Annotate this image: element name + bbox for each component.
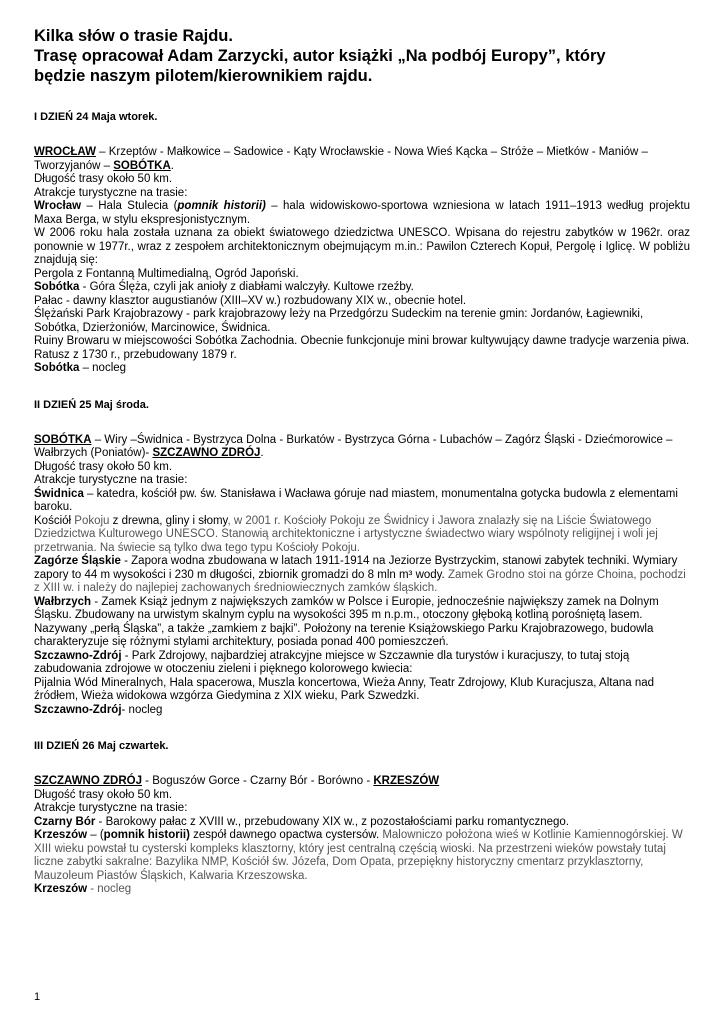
day3-route-end: KRZESZÓW (373, 775, 440, 787)
document-title (34, 26, 690, 86)
day1-townhall: Ratusz z 1730 r., przebudowany 1879 r. (34, 348, 237, 361)
day2-attractions-label: Atrakcje turystyczne na trasie: (34, 474, 188, 486)
day2-szczawno: Szczawno-Zdrój - Park Zdrojowy, najbardziej atrakcyjne miejsce w Szczawnie dla turystów i kuracjuszy, to tutaj stoją zabudowania zdrojowe w otoczeniu zieleni i pięknego kolorowego kwiecia: (34, 649, 630, 675)
day2-walbrzych: Wałbrzych - Zamek Książ jednym z największych zamków w Polsce i Europie, jednocześnie największy zamek na Dolnym Śląsku. Zbudowany na urwistym skalnym cyplu na wysokości 395 m n.p.m., otoczony głęboką kotliną porośniętą lasem. Nazywany „perłą Śląska”, a także „zamkiem z bajki”. Położony na terenie Książowskiego Parku Krajobrazowego, budowla charakteryzuje się różnymi stylami architektury, posiada ponad 400 pomieszczeń. (34, 595, 659, 648)
day3-attractions-label: Atrakcje turystyczne na trasie: (34, 802, 188, 814)
day2-swidnica: Świdnica – katedra, kościół pw. św. Stanisława i Wacława góruje nad miastem, monumentalna gotycka budowla z elementami baroku. (34, 487, 678, 513)
day2-zagorze: Zagórze Śląskie - Zapora wodna zbudowana w latach 1911-1914 na Jeziorze Bystrzyckim, stanowi zabytek techniki. Wymiary zapory to 44 m wysokości i 230 m długości, zbiornik gromadzi do 8 mln m³ wody. Zamek Grodno stoi na górze Choina, pochodzi z XIII w. i należy do najlepiej zachowanych średniowiecznych zamków śląskich. (34, 555, 686, 594)
day1-route-end: SOBÓTKA (113, 159, 171, 172)
day3-length: Długość trasy około 50 km. (34, 788, 173, 801)
day1-pergola: Pergola z Fontanną Multimedialną, Ogród Japoński. (34, 267, 299, 280)
day1-brewery: Ruiny Browaru w miejscowości Sobótka Zachodnia. Obecnie funkcjonuje mini browar kultywujący dawne tradycje warzenia piwa. (34, 335, 690, 347)
day2-overnight: Szczawno-Zdrój- nocleg (34, 703, 163, 716)
day3-route: SZCZAWNO ZDRÓJ - Boguszów Gorce - Czarny Bór - Borówno - KRZESZÓW (34, 775, 440, 787)
document-content (34, 26, 690, 897)
day1-wroclaw: Wrocław – Hala Stulecia (pomnik historii) – hala widowiskowo-sportowa wzniesiona w latach 1911–1913 według projektu Maxa Berga, w stylu ekspresjonistycznym. (34, 200, 690, 226)
day1-length: Długość trasy około 50 km. (34, 173, 173, 185)
day3-krzeszow: Krzeszów – (pomnik historii) zespół dawnego opactwa cystersów. Malowniczo położona wieś w Kotlinie Kamiennogórskiej. W XIII wieku powstał tu cysterski kompleks klasztorny, który jest centralną częścią wioski. Na przestrzeni wieków powstały tutaj liczne zabytki sakralne: Bazylika NMP, Kościół św. Józefa, Dom Opata, przepiękny historyczny cmentarz przyklasztorny, Mauzoleum Piastów Śląskich, Kalwaria Krzeszowska. (34, 829, 683, 882)
day2-route: SOBÓTKA – Wiry –Świdnica - Bystrzyca Dolna - Burkatów - Bystrzyca Górna - Lubachów – Zagórz Śląski - Dziećmorowice – Wałbrzych (Poniatów)- SZCZAWNO ZDRÓJ. (34, 433, 673, 459)
day3-route-start: SZCZAWNO ZDRÓJ (34, 775, 142, 787)
day3-overnight: Krzeszów - nocleg (34, 883, 132, 895)
day1-heading: I DZIEŃ 24 Maja wtorek. (34, 111, 158, 123)
title-line-2: Trasę opracował Adam Zarzycki, autor książki „Na podbój Europy”, który (34, 47, 606, 65)
title-line-3: będzie naszym pilotem/kierownikiem rajdu. (34, 67, 373, 85)
day1-route-start: WROCŁAW (34, 146, 96, 158)
title-line-1: Kilka słów o trasie Rajdu. (34, 27, 233, 45)
day2-length: Długość trasy około 50 km. (34, 460, 173, 473)
day2-heading: II DZIEŃ 25 Maj środa. (34, 398, 149, 411)
day2-church: Kościół Pokoju z drewna, gliny i słomy, w 2001 r. Kościoły Pokoju ze Świdnicy i Jawora znalazły się na Liście Światowego Dziedzictwa Kulturowego UNESCO. Stanowią architektoniczne i artystyczne świadectwo wiary wspólnoty religijnej i woli jej przetrwania. Na świecie są tylko dwa tego typu Kościoły Pokoju. (34, 514, 658, 554)
day2-pijalnia: Pijalnia Wód Mineralnych, Hala spacerowa, Muszla koncertowa, Wieża Anny, Teatr Zdrojowy, Klub Kuracjusza, Altana nad źródłem, Wieża widokowa wzgórza Giedymina z XIX wieku, Park Szwedzki. (34, 676, 655, 702)
day2-route-start: SOBÓTKA (34, 433, 92, 446)
day3-heading: III DZIEŃ 26 Maj czwartek. (34, 740, 169, 752)
day1-overnight: Sobótka – nocleg (34, 362, 127, 374)
day1-route: WROCŁAW – Krzeptów - Małkowice – Sadowice - Kąty Wrocławskie - Nowa Wieś Kącka – Stróże – Mietków - Maniów – Tworzyjanów – SOBÓTKA. (34, 146, 648, 172)
page-number: 1 (34, 991, 41, 1003)
day2-route-end: SZCZAWNO ZDRÓJ (152, 447, 261, 459)
day1-park: Ślężański Park Krajobrazowy - park krajobrazowy leży na Przedgórzu Sudeckim na terenie gmin: Jordanów, Łagiewniki, Sobótka, Dzierżoniów, Marcinowice, Świdnica. (34, 308, 644, 334)
day1-sobotka: Sobótka - Góra Ślęża, czyli jak anioły z diabłami walczyły. Kultowe rzeźby. (34, 281, 414, 293)
day1-attractions-label: Atrakcje turystyczne na trasie: (34, 186, 188, 199)
day3-czarny-bor: Czarny Bór - Barokowy pałac z XVIII w., przebudowany XIX w., z pozostałościami parku romantycznego. (34, 815, 569, 828)
day1-palace: Pałac - dawny klasztor augustianów (XIII–XV w.) rozbudowany XIX w., obecnie hotel. (34, 294, 467, 307)
day1-unesco: W 2006 roku hala została uznana za obiekt światowego dziedzictwa UNESCO. Wpisana do rejestru zabytków w 1962r. oraz ponownie w 1977r., wraz z zespołem architektonicznym obejmującym m.in.: Pawilon Czterech Kopuł, Pergolę i Iglicę. W pobliżu znajdują się: (34, 227, 690, 266)
